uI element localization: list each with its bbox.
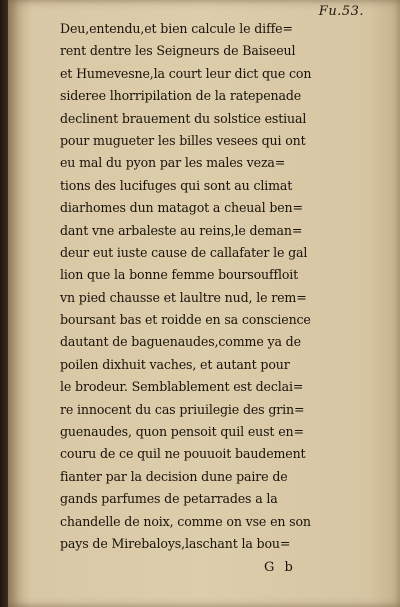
page-text-block — [60, 18, 382, 555]
text-line: vn pied chausse et laultre nud, le rem= — [60, 289, 307, 305]
text-line: re innocent du cas priuilegie des grin= — [60, 401, 305, 417]
text-line: diarhomes dun matagot a cheual ben= — [60, 200, 303, 216]
text-line: poilen dixhuit vaches, et autant pour — [60, 356, 290, 372]
text-line: boursant bas et roidde en sa conscience — [60, 312, 311, 328]
text-line: lion que la bonne femme boursouffloit — [60, 267, 299, 283]
text-line: Deu,entendu,et bien calcule le diffe= — [60, 21, 293, 36]
text-line: sideree lhorripilation de la ratepenade — [60, 88, 302, 104]
signature-mark: G b — [264, 560, 296, 575]
text-line: tions des lucifuges qui sont au climat — [60, 177, 293, 193]
text-line: rent dentre les Seigneurs de Baiseeul — [60, 43, 296, 59]
text-line: gands parfumes de petarrades a la — [60, 491, 278, 507]
folio-number: Fu.53. — [318, 4, 364, 19]
text-line: guenaudes, quon pensoit quil eust en= — [60, 424, 304, 440]
text-line: pays de Mirebaloys,laschant la bou= — [60, 535, 291, 551]
text-line: dant vne arbaleste au reins,le deman= — [60, 222, 303, 238]
text-line: couru de ce quil ne pouuoit baudement — [60, 446, 306, 462]
text-line: eu mal du pyon par les males veza= — [60, 155, 286, 171]
book-page — [8, 0, 400, 607]
text-line: fianter par la decision dune paire de — [60, 468, 288, 484]
text-line: pour mugueter les billes vesees qui ont — [60, 132, 306, 148]
text-line: chandelle de noix, comme on vse en son — [60, 513, 311, 529]
book-gutter-edge — [0, 0, 8, 607]
text-line: le brodeur. Semblablement est declai= — [60, 379, 304, 395]
text-line: declinent brauement du solstice estiual — [60, 110, 307, 126]
text-line: dautant de baguenaudes,comme ya de — [60, 334, 301, 350]
text-line: et Humevesne,la court leur dict que con — [60, 65, 312, 81]
text-line: deur eut iuste cause de callafater le gal — [60, 244, 308, 260]
